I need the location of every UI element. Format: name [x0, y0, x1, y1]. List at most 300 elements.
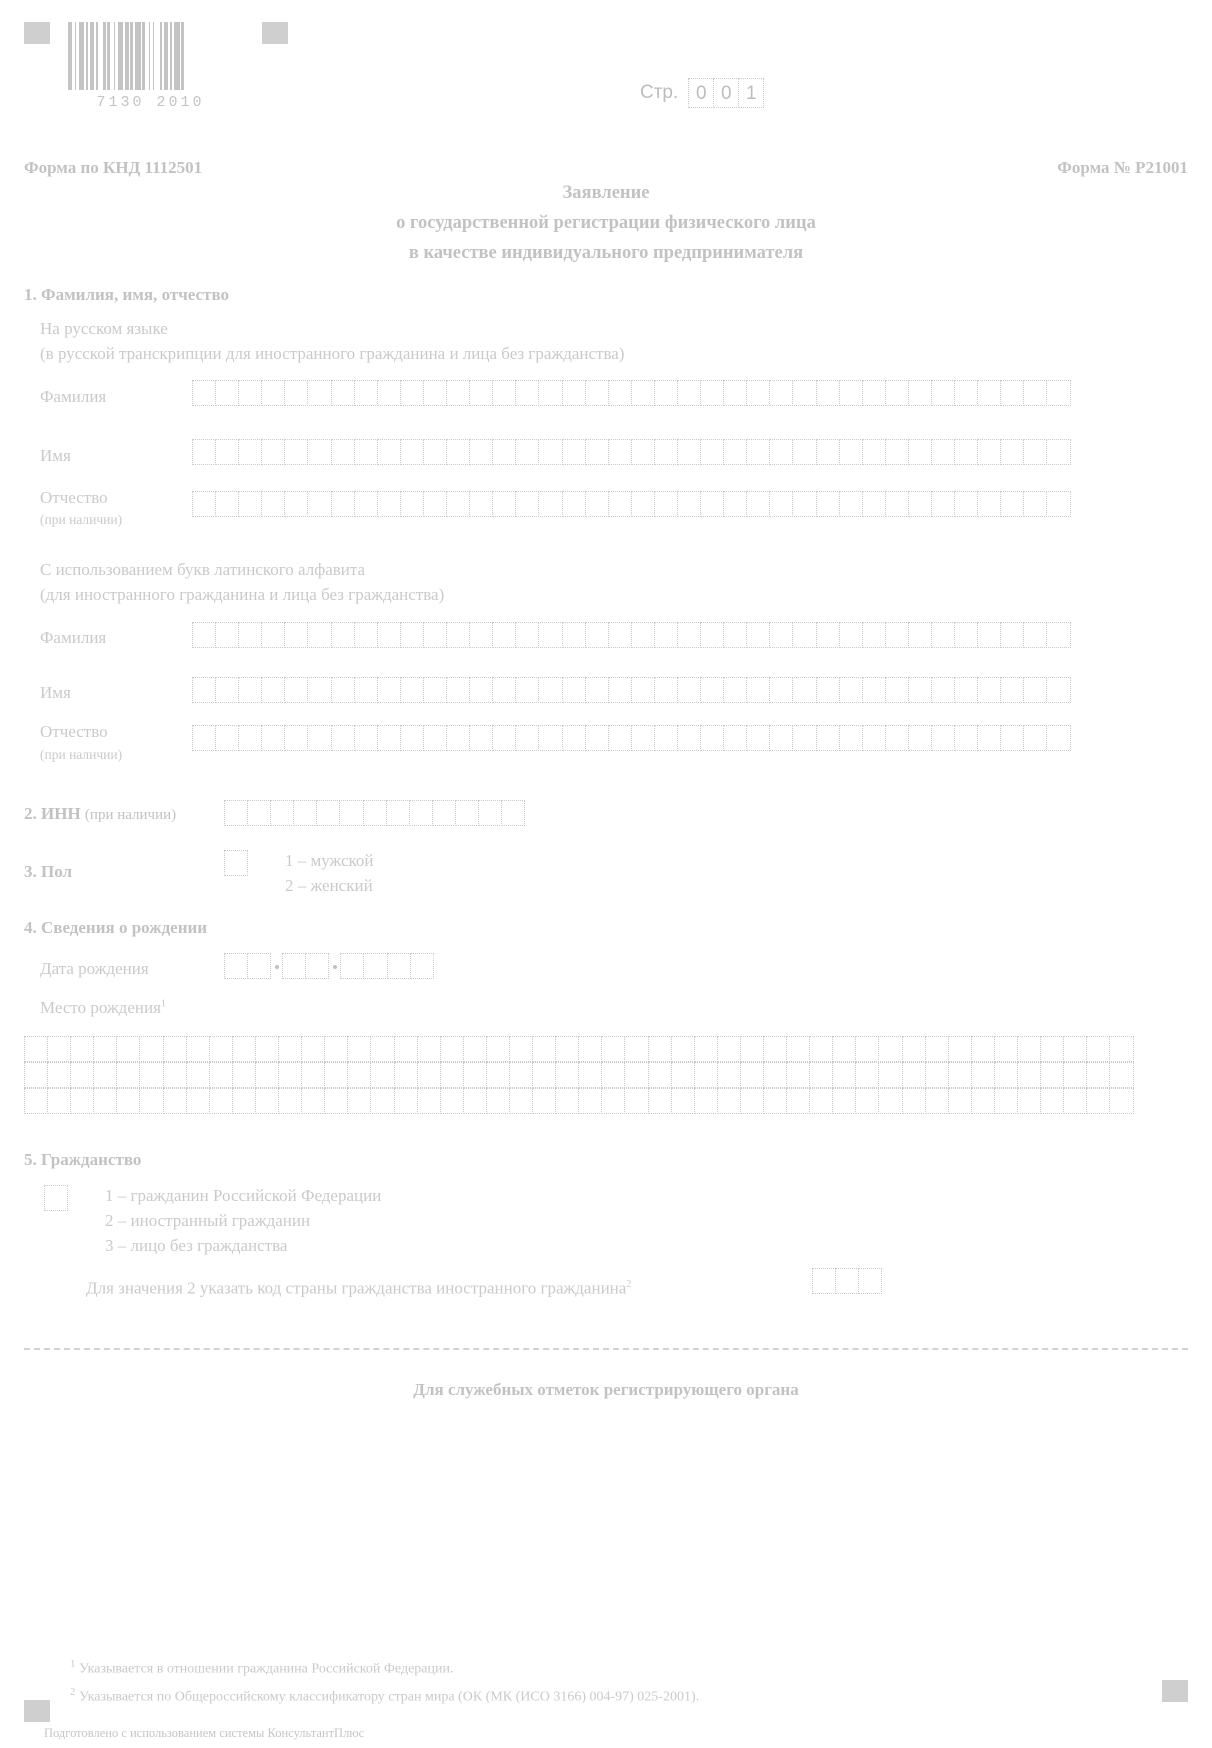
input-cell[interactable] — [769, 439, 793, 465]
input-cell[interactable] — [347, 1088, 371, 1114]
input-cell[interactable] — [417, 1036, 441, 1062]
input-cell[interactable] — [1086, 1088, 1110, 1114]
input-cell[interactable] — [116, 1036, 140, 1062]
input-cell[interactable] — [700, 725, 724, 751]
input-cell[interactable] — [631, 725, 655, 751]
input-cell[interactable] — [192, 491, 216, 517]
input-cell[interactable] — [1023, 439, 1047, 465]
input-cell[interactable] — [186, 1088, 210, 1114]
input-cell[interactable] — [839, 725, 863, 751]
input-cell[interactable] — [331, 677, 355, 703]
input-cell[interactable] — [331, 622, 355, 648]
input-cell[interactable] — [786, 1036, 810, 1062]
input-cell[interactable] — [423, 380, 447, 406]
input-cell[interactable] — [261, 622, 285, 648]
input-cell[interactable] — [370, 1036, 394, 1062]
input-cell[interactable] — [694, 1062, 718, 1088]
input-cell[interactable] — [862, 380, 886, 406]
input-cell[interactable] — [1109, 1062, 1133, 1088]
input-cell[interactable] — [93, 1062, 117, 1088]
input-cell[interactable] — [809, 1062, 833, 1088]
input-cell[interactable] — [954, 380, 978, 406]
input-cell[interactable] — [809, 1036, 833, 1062]
input-cell[interactable] — [347, 1036, 371, 1062]
input-cell[interactable] — [186, 1062, 210, 1088]
input-cell[interactable] — [562, 725, 586, 751]
input-cell[interactable] — [648, 1088, 672, 1114]
input-cell[interactable] — [1086, 1036, 1110, 1062]
input-cell[interactable] — [278, 1036, 302, 1062]
birth-date-cell[interactable] — [340, 953, 364, 979]
input-cell[interactable] — [515, 491, 539, 517]
input-cell[interactable] — [931, 491, 955, 517]
input-cell[interactable] — [47, 1088, 71, 1114]
input-cell[interactable] — [1046, 725, 1070, 751]
input-cell[interactable] — [585, 677, 609, 703]
input-cell[interactable] — [538, 491, 562, 517]
input-cell[interactable] — [469, 380, 493, 406]
input-cell[interactable] — [631, 380, 655, 406]
input-cell[interactable] — [654, 677, 678, 703]
input-cell[interactable] — [746, 491, 770, 517]
input-cell[interactable] — [578, 1088, 602, 1114]
input-cell[interactable] — [469, 439, 493, 465]
input-cell[interactable] — [971, 1088, 995, 1114]
input-cell[interactable] — [763, 1088, 787, 1114]
input-cell[interactable] — [515, 439, 539, 465]
input-cell[interactable] — [902, 1088, 926, 1114]
input-cell[interactable] — [654, 439, 678, 465]
input-cell[interactable] — [1017, 1088, 1041, 1114]
input-cell[interactable] — [284, 677, 308, 703]
input-cell[interactable] — [163, 1062, 187, 1088]
input-cell[interactable] — [902, 1062, 926, 1088]
input-cell[interactable] — [562, 677, 586, 703]
input-cell[interactable] — [816, 677, 840, 703]
input-cell[interactable] — [769, 677, 793, 703]
input-cell[interactable] — [354, 622, 378, 648]
input-cell[interactable] — [792, 677, 816, 703]
input-cell[interactable] — [261, 677, 285, 703]
input-cell[interactable] — [139, 1088, 163, 1114]
name-input[interactable] — [192, 439, 1071, 465]
input-cell[interactable] — [278, 1088, 302, 1114]
input-cell[interactable] — [463, 1088, 487, 1114]
input-cell[interactable] — [400, 491, 424, 517]
input-cell[interactable] — [492, 491, 516, 517]
input-cell[interactable] — [740, 1088, 764, 1114]
input-cell[interactable] — [24, 1062, 48, 1088]
input-cell[interactable] — [608, 622, 632, 648]
input-cell[interactable] — [786, 1062, 810, 1088]
latin-patronymic-input[interactable] — [192, 725, 1071, 751]
input-cell[interactable] — [885, 491, 909, 517]
input-cell[interactable] — [324, 1062, 348, 1088]
input-cell[interactable] — [215, 380, 239, 406]
input-cell[interactable] — [839, 677, 863, 703]
input-cell[interactable] — [1046, 380, 1070, 406]
sex-input[interactable] — [224, 850, 248, 876]
input-cell[interactable] — [1017, 1036, 1041, 1062]
input-cell[interactable] — [769, 491, 793, 517]
birth-date-cell[interactable] — [410, 953, 434, 979]
input-cell[interactable] — [538, 439, 562, 465]
input-cell[interactable] — [486, 1088, 510, 1114]
input-cell[interactable] — [307, 725, 331, 751]
input-cell[interactable] — [423, 622, 447, 648]
input-cell[interactable] — [763, 1036, 787, 1062]
input-cell[interactable] — [677, 725, 701, 751]
input-cell[interactable] — [1046, 677, 1070, 703]
input-cell[interactable] — [631, 677, 655, 703]
input-cell[interactable] — [139, 1062, 163, 1088]
input-cell[interactable] — [47, 1036, 71, 1062]
latin-name-input[interactable] — [192, 677, 1071, 703]
input-cell[interactable] — [163, 1036, 187, 1062]
input-cell[interactable] — [931, 725, 955, 751]
input-cell[interactable] — [446, 677, 470, 703]
input-cell[interactable] — [631, 622, 655, 648]
input-cell[interactable] — [885, 439, 909, 465]
input-cell[interactable] — [654, 725, 678, 751]
input-cell[interactable] — [948, 1062, 972, 1088]
input-cell[interactable] — [1086, 1062, 1110, 1088]
input-cell[interactable] — [532, 1036, 556, 1062]
input-cell[interactable] — [971, 1062, 995, 1088]
input-cell[interactable] — [740, 1062, 764, 1088]
input-cell[interactable] — [677, 491, 701, 517]
input-cell[interactable] — [270, 800, 294, 826]
input-cell[interactable] — [816, 439, 840, 465]
input-cell[interactable] — [994, 1062, 1018, 1088]
input-cell[interactable] — [307, 439, 331, 465]
input-cell[interactable] — [1040, 1088, 1064, 1114]
input-cell[interactable] — [515, 725, 539, 751]
input-cell[interactable] — [515, 380, 539, 406]
input-cell[interactable] — [324, 1036, 348, 1062]
input-cell[interactable] — [954, 677, 978, 703]
input-cell[interactable] — [47, 1062, 71, 1088]
input-cell[interactable] — [238, 491, 262, 517]
input-cell[interactable] — [723, 380, 747, 406]
input-cell[interactable] — [809, 1088, 833, 1114]
patronymic-input[interactable] — [192, 491, 1071, 517]
input-cell[interactable] — [116, 1088, 140, 1114]
input-cell[interactable] — [624, 1036, 648, 1062]
input-cell[interactable] — [284, 380, 308, 406]
input-cell[interactable] — [931, 677, 955, 703]
input-cell[interactable] — [1063, 1088, 1087, 1114]
input-cell[interactable] — [301, 1062, 325, 1088]
input-cell[interactable] — [1063, 1062, 1087, 1088]
input-cell[interactable] — [578, 1062, 602, 1088]
input-cell[interactable] — [532, 1088, 556, 1114]
input-cell[interactable] — [578, 1036, 602, 1062]
input-cell[interactable] — [654, 491, 678, 517]
input-cell[interactable] — [562, 439, 586, 465]
input-cell[interactable] — [839, 380, 863, 406]
input-cell[interactable] — [192, 677, 216, 703]
input-cell[interactable] — [139, 1036, 163, 1062]
input-cell[interactable] — [238, 380, 262, 406]
input-cell[interactable] — [186, 1036, 210, 1062]
input-cell[interactable] — [792, 439, 816, 465]
input-cell[interactable] — [878, 1062, 902, 1088]
input-cell[interactable] — [446, 725, 470, 751]
input-cell[interactable] — [601, 1062, 625, 1088]
input-cell[interactable] — [746, 677, 770, 703]
input-cell[interactable] — [116, 1062, 140, 1088]
input-cell[interactable] — [255, 1062, 279, 1088]
input-cell[interactable] — [954, 439, 978, 465]
input-cell[interactable] — [608, 380, 632, 406]
input-cell[interactable] — [440, 1036, 464, 1062]
input-cell[interactable] — [717, 1088, 741, 1114]
input-cell[interactable] — [878, 1088, 902, 1114]
input-cell[interactable] — [671, 1062, 695, 1088]
input-cell[interactable] — [624, 1088, 648, 1114]
input-cell[interactable] — [812, 1268, 836, 1294]
input-cell[interactable] — [307, 491, 331, 517]
input-cell[interactable] — [509, 1088, 533, 1114]
input-cell[interactable] — [855, 1088, 879, 1114]
input-cell[interactable] — [70, 1036, 94, 1062]
input-cell[interactable] — [908, 380, 932, 406]
input-cell[interactable] — [377, 491, 401, 517]
input-cell[interactable] — [538, 380, 562, 406]
input-cell[interactable] — [1000, 677, 1024, 703]
input-cell[interactable] — [24, 1036, 48, 1062]
input-cell[interactable] — [209, 1088, 233, 1114]
input-cell[interactable] — [925, 1088, 949, 1114]
input-cell[interactable] — [532, 1062, 556, 1088]
page-number-cell-2[interactable]: 0 — [713, 78, 739, 108]
input-cell[interactable] — [261, 380, 285, 406]
page-number-cell-3[interactable]: 1 — [738, 78, 764, 108]
citizenship-input[interactable] — [44, 1185, 68, 1211]
input-cell[interactable] — [601, 1036, 625, 1062]
input-cell[interactable] — [478, 800, 502, 826]
input-cell[interactable] — [631, 439, 655, 465]
input-cell[interactable] — [278, 1062, 302, 1088]
input-cell[interactable] — [717, 1062, 741, 1088]
input-cell[interactable] — [654, 622, 678, 648]
input-cell[interactable] — [44, 1185, 68, 1211]
input-cell[interactable] — [925, 1036, 949, 1062]
input-cell[interactable] — [862, 622, 886, 648]
input-cell[interactable] — [400, 439, 424, 465]
input-cell[interactable] — [1023, 491, 1047, 517]
input-cell[interactable] — [469, 622, 493, 648]
input-cell[interactable] — [677, 677, 701, 703]
surname-input[interactable] — [192, 380, 1071, 406]
input-cell[interactable] — [585, 491, 609, 517]
input-cell[interactable] — [908, 622, 932, 648]
input-cell[interactable] — [354, 491, 378, 517]
input-cell[interactable] — [354, 725, 378, 751]
input-cell[interactable] — [238, 622, 262, 648]
input-cell[interactable] — [1023, 380, 1047, 406]
input-cell[interactable] — [1017, 1062, 1041, 1088]
birth-place-input-line-3[interactable] — [24, 1088, 1134, 1114]
birth-date-cell[interactable] — [224, 953, 248, 979]
input-cell[interactable] — [624, 1062, 648, 1088]
input-cell[interactable] — [492, 380, 516, 406]
input-cell[interactable] — [885, 725, 909, 751]
input-cell[interactable] — [555, 1036, 579, 1062]
input-cell[interactable] — [247, 800, 271, 826]
input-cell[interactable] — [562, 622, 586, 648]
input-cell[interactable] — [677, 380, 701, 406]
input-cell[interactable] — [232, 1036, 256, 1062]
input-cell[interactable] — [446, 622, 470, 648]
birth-place-input-line-1[interactable] — [24, 1036, 1134, 1062]
input-cell[interactable] — [1023, 725, 1047, 751]
input-cell[interactable] — [417, 1062, 441, 1088]
input-cell[interactable] — [925, 1062, 949, 1088]
input-cell[interactable] — [648, 1036, 672, 1062]
input-cell[interactable] — [763, 1062, 787, 1088]
input-cell[interactable] — [885, 622, 909, 648]
input-cell[interactable] — [192, 725, 216, 751]
input-cell[interactable] — [261, 491, 285, 517]
latin-surname-input[interactable] — [192, 622, 1071, 648]
input-cell[interactable] — [931, 622, 955, 648]
input-cell[interactable] — [1046, 622, 1070, 648]
input-cell[interactable] — [585, 622, 609, 648]
input-cell[interactable] — [786, 1088, 810, 1114]
input-cell[interactable] — [1000, 491, 1024, 517]
input-cell[interactable] — [238, 725, 262, 751]
input-cell[interactable] — [954, 491, 978, 517]
input-cell[interactable] — [746, 380, 770, 406]
input-cell[interactable] — [284, 491, 308, 517]
input-cell[interactable] — [855, 1062, 879, 1088]
input-cell[interactable] — [855, 1036, 879, 1062]
input-cell[interactable] — [746, 439, 770, 465]
inn-input[interactable] — [224, 800, 525, 826]
input-cell[interactable] — [862, 725, 886, 751]
input-cell[interactable] — [1000, 725, 1024, 751]
input-cell[interactable] — [394, 1036, 418, 1062]
input-cell[interactable] — [977, 725, 1001, 751]
birth-date-cell[interactable] — [247, 953, 271, 979]
input-cell[interactable] — [455, 800, 479, 826]
input-cell[interactable] — [908, 491, 932, 517]
input-cell[interactable] — [463, 1062, 487, 1088]
input-cell[interactable] — [469, 677, 493, 703]
input-cell[interactable] — [954, 622, 978, 648]
input-cell[interactable] — [446, 380, 470, 406]
input-cell[interactable] — [994, 1036, 1018, 1062]
page-number-cell-1[interactable]: 0 — [688, 78, 714, 108]
input-cell[interactable] — [700, 439, 724, 465]
input-cell[interactable] — [902, 1036, 926, 1062]
input-cell[interactable] — [832, 1088, 856, 1114]
input-cell[interactable] — [293, 800, 317, 826]
input-cell[interactable] — [215, 491, 239, 517]
input-cell[interactable] — [1023, 677, 1047, 703]
input-cell[interactable] — [301, 1036, 325, 1062]
input-cell[interactable] — [562, 491, 586, 517]
input-cell[interactable] — [446, 439, 470, 465]
input-cell[interactable] — [740, 1036, 764, 1062]
input-cell[interactable] — [1046, 491, 1070, 517]
input-cell[interactable] — [347, 1062, 371, 1088]
page-number-cells[interactable] — [688, 78, 764, 108]
input-cell[interactable] — [654, 380, 678, 406]
input-cell[interactable] — [515, 622, 539, 648]
input-cell[interactable] — [585, 380, 609, 406]
input-cell[interactable] — [93, 1036, 117, 1062]
input-cell[interactable] — [423, 725, 447, 751]
input-cell[interactable] — [261, 725, 285, 751]
input-cell[interactable] — [792, 725, 816, 751]
input-cell[interactable] — [931, 380, 955, 406]
input-cell[interactable] — [878, 1036, 902, 1062]
input-cell[interactable] — [832, 1062, 856, 1088]
input-cell[interactable] — [331, 491, 355, 517]
input-cell[interactable] — [440, 1088, 464, 1114]
input-cell[interactable] — [486, 1062, 510, 1088]
input-cell[interactable] — [885, 380, 909, 406]
input-cell[interactable] — [1109, 1088, 1133, 1114]
input-cell[interactable] — [423, 677, 447, 703]
input-cell[interactable] — [215, 677, 239, 703]
input-cell[interactable] — [370, 1088, 394, 1114]
input-cell[interactable] — [538, 622, 562, 648]
input-cell[interactable] — [977, 622, 1001, 648]
input-cell[interactable] — [339, 800, 363, 826]
input-cell[interactable] — [700, 380, 724, 406]
input-cell[interactable] — [377, 677, 401, 703]
input-cell[interactable] — [746, 725, 770, 751]
input-cell[interactable] — [862, 677, 886, 703]
input-cell[interactable] — [232, 1062, 256, 1088]
input-cell[interactable] — [769, 622, 793, 648]
input-cell[interactable] — [354, 439, 378, 465]
input-cell[interactable] — [631, 491, 655, 517]
input-cell[interactable] — [377, 439, 401, 465]
input-cell[interactable] — [469, 725, 493, 751]
input-cell[interactable] — [386, 800, 410, 826]
input-cell[interactable] — [70, 1062, 94, 1088]
input-cell[interactable] — [948, 1036, 972, 1062]
input-cell[interactable] — [224, 800, 248, 826]
input-cell[interactable] — [977, 491, 1001, 517]
input-cell[interactable] — [723, 677, 747, 703]
birth-date-cell[interactable] — [282, 953, 306, 979]
input-cell[interactable] — [555, 1088, 579, 1114]
input-cell[interactable] — [492, 439, 516, 465]
input-cell[interactable] — [492, 677, 516, 703]
input-cell[interactable] — [816, 622, 840, 648]
input-cell[interactable] — [509, 1036, 533, 1062]
input-cell[interactable] — [862, 491, 886, 517]
input-cell[interactable] — [723, 439, 747, 465]
input-cell[interactable] — [677, 439, 701, 465]
input-cell[interactable] — [324, 1088, 348, 1114]
input-cell[interactable] — [394, 1088, 418, 1114]
input-cell[interactable] — [492, 725, 516, 751]
input-cell[interactable] — [1040, 1036, 1064, 1062]
input-cell[interactable] — [440, 1062, 464, 1088]
input-cell[interactable] — [723, 622, 747, 648]
input-cell[interactable] — [1040, 1062, 1064, 1088]
input-cell[interactable] — [994, 1088, 1018, 1114]
input-cell[interactable] — [694, 1036, 718, 1062]
input-cell[interactable] — [601, 1088, 625, 1114]
